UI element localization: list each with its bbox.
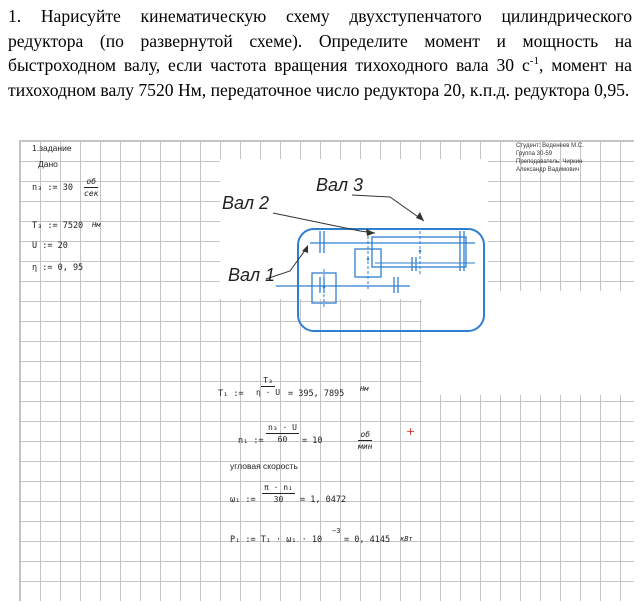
gearbox-housing [298,229,484,331]
angular-velocity-label: угловая скорость [230,461,298,471]
n1-num: n₃ · U [268,423,297,432]
n3-unit-den: сек [84,189,99,198]
n1-den: 60 [277,435,288,444]
bearings [320,231,464,293]
given-t3-unit: Нм [92,221,101,229]
p1-result: = 0, 4145 [344,535,391,545]
w1-den: 30 [273,495,284,504]
p1-exponent: −3 [332,527,341,535]
teacher-line: Преподаватель: Чиркин [516,159,583,165]
n1-unit-den: мин [358,442,373,451]
given-eta: η := 0, 95 [32,263,84,273]
p1-expression: P₁ := T₁ · ω₁ · 10 [230,535,323,545]
problem-text: 1. Нарисуйте кинематическую схему двухступенчатого цилиндрического редуктора (по развернутой схеме). Определите момент и мощность на быстроходном валу, если частота вращения тихоходного вала 30 с [8,6,632,76]
solution-sheet [19,140,634,601]
gearbox-diagram [20,141,634,341]
w1-num: π · n₁ [264,483,293,492]
w1-lhs: ω₁ := [230,495,256,505]
arrow-shaft-3 [416,212,424,221]
leader-shaft-3 [352,195,424,221]
n1-unit-num: об [360,430,371,439]
w1-fraction [262,483,295,504]
label-shaft-3: Вал 3 [316,175,363,195]
w1-result: = 1, 0472 [300,495,347,505]
group-line: Группа 30-59 [516,151,553,157]
n1-fraction [266,423,299,444]
teacher-name-line: Александр Вадимович [516,167,580,173]
label-shaft-2: Вал 2 [222,193,269,213]
given-t3: T₃ := 7520 [32,221,84,231]
t1-den: η · U [256,388,281,397]
p1-unit: кВт [400,535,413,543]
arrow-shaft-1 [302,245,308,253]
problem-statement [8,4,632,102]
student-line: Студент: Веденеев М.С. [516,143,584,149]
n1-lhs: n₁ := [238,436,264,446]
n3-unit-num: об [86,177,97,186]
n1-unit [358,430,372,451]
problem-superscript: -1 [529,55,539,68]
given-u: U := 20 [32,241,68,251]
t1-result: = 395, 7895 [288,389,345,399]
t1-fraction [256,376,280,397]
red-plus-mark: + [406,425,416,438]
t1-lhs: T₁ := [218,389,244,399]
given-n3: n₃ := 30 [32,183,73,193]
t1-unit: Нм [360,385,369,393]
n1-result: = 10 [302,436,323,446]
problem-text-end: , момент на тихоходном валу 7520 Нм, передаточное число редуктора 20, к.п.д. редуктора 0,95. [8,55,632,100]
t1-num: T₃ [263,376,273,385]
label-shaft-1: Вал 1 [228,265,275,285]
arrow-shaft-2 [366,229,375,236]
task-header: 1.задание [32,143,72,153]
given-title: Дано [38,159,58,169]
